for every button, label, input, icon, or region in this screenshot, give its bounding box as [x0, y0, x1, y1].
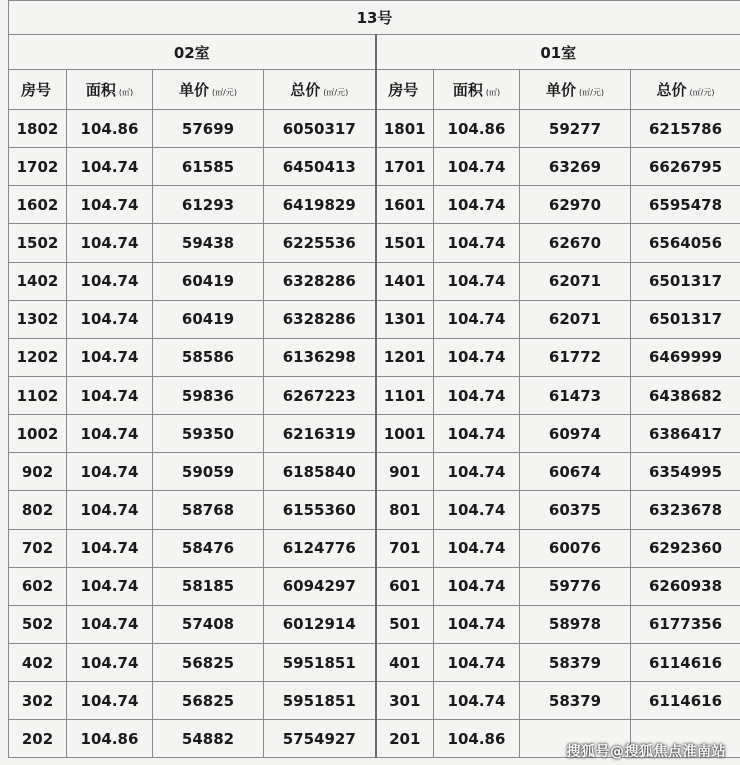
table-cell: 104.74	[67, 605, 153, 643]
table-cell: 1801	[376, 110, 434, 148]
table-cell: 60419	[153, 262, 264, 300]
column-header-label: 房号	[388, 81, 419, 99]
table-cell: 104.74	[67, 682, 153, 720]
table-cell: 104.74	[434, 415, 520, 453]
table-cell: 58768	[153, 491, 264, 529]
column-header-r-3	[631, 70, 740, 110]
table-cell: 6354995	[631, 453, 740, 491]
column-header-unit: (㎡)	[118, 88, 134, 97]
table-row	[9, 605, 740, 643]
table-row	[9, 567, 740, 605]
column-header-label: 面积	[85, 81, 116, 99]
table-cell: 1001	[376, 415, 434, 453]
table-cell: 60076	[520, 529, 631, 567]
column-header-unit: (㎡)	[485, 88, 501, 97]
table-cell: 6564056	[631, 224, 740, 262]
table-cell: 1302	[9, 300, 67, 338]
column-header-l-1	[67, 70, 153, 110]
column-header-l-3	[264, 70, 376, 110]
table-row	[9, 110, 740, 148]
table-cell: 6177356	[631, 605, 740, 643]
column-header-label: 总价	[290, 81, 321, 99]
table-cell: 1102	[9, 376, 67, 414]
column-header-r-0	[376, 70, 434, 110]
table-cell: 1301	[376, 300, 434, 338]
table-cell: 6323678	[631, 491, 740, 529]
table-cell: 6386417	[631, 415, 740, 453]
column-header-label: 单价	[179, 81, 210, 99]
room-group-row	[9, 35, 740, 70]
table-cell: 6501317	[631, 262, 740, 300]
table-cell: 1601	[376, 186, 434, 224]
table-cell: 104.74	[67, 338, 153, 376]
table-cell: 61293	[153, 186, 264, 224]
room-group-01: 01室	[376, 35, 740, 70]
table-cell: 6050317	[264, 110, 376, 148]
table-row	[9, 491, 740, 529]
table-cell: 6114616	[631, 643, 740, 681]
table-cell: 702	[9, 529, 67, 567]
table-cell: 6267223	[264, 376, 376, 414]
table-cell: 501	[376, 605, 434, 643]
table-cell: 104.74	[434, 605, 520, 643]
table-cell: 6260938	[631, 567, 740, 605]
table-cell: 59277	[520, 110, 631, 148]
table-cell: 104.86	[434, 110, 520, 148]
table-cell: 60375	[520, 491, 631, 529]
table-row	[9, 453, 740, 491]
table-cell: 1201	[376, 338, 434, 376]
table-cell: 104.74	[434, 148, 520, 186]
table-cell: 104.74	[67, 262, 153, 300]
building-title-row	[9, 1, 740, 35]
table-cell: 104.86	[434, 720, 520, 758]
table-cell: 57699	[153, 110, 264, 148]
table-cell: 1602	[9, 186, 67, 224]
table-cell: 104.74	[67, 415, 153, 453]
table-row	[9, 529, 740, 567]
table-cell: 302	[9, 682, 67, 720]
table-cell: 104.74	[434, 567, 520, 605]
column-header-r-2	[520, 70, 631, 110]
table-cell: 104.74	[434, 529, 520, 567]
table-cell: 59059	[153, 453, 264, 491]
building-title: 13号	[9, 1, 740, 35]
table-cell: 601	[376, 567, 434, 605]
table-cell: 1802	[9, 110, 67, 148]
table-cell: 57408	[153, 605, 264, 643]
table-cell: 6136298	[264, 338, 376, 376]
table-cell: 59350	[153, 415, 264, 453]
table-row	[9, 338, 740, 376]
table-cell: 6469999	[631, 338, 740, 376]
price-table	[8, 0, 740, 758]
table-cell: 104.74	[434, 682, 520, 720]
table-cell: 62670	[520, 224, 631, 262]
table-cell: 104.74	[434, 491, 520, 529]
table-cell: 61772	[520, 338, 631, 376]
table-cell: 61585	[153, 148, 264, 186]
table-cell: 6114616	[631, 682, 740, 720]
table-cell: 202	[9, 720, 67, 758]
table-cell: 58379	[520, 682, 631, 720]
column-header-unit: (㎡/元)	[579, 88, 604, 97]
column-header-label: 房号	[20, 81, 51, 99]
table-row	[9, 300, 740, 338]
table-cell: 104.74	[434, 262, 520, 300]
table-cell: 6216319	[264, 415, 376, 453]
table-cell: 6124776	[264, 529, 376, 567]
table-row	[9, 262, 740, 300]
table-cell: 6328286	[264, 262, 376, 300]
table-cell: 104.74	[434, 643, 520, 681]
table-row	[9, 186, 740, 224]
table-cell: 401	[376, 643, 434, 681]
table-cell: 104.74	[67, 453, 153, 491]
table-cell: 6501317	[631, 300, 740, 338]
table-cell: 56825	[153, 643, 264, 681]
table-cell: 104.74	[67, 567, 153, 605]
table-row	[9, 224, 740, 262]
table-row	[9, 376, 740, 414]
column-header-label: 面积	[452, 81, 483, 99]
table-cell: 6438682	[631, 376, 740, 414]
column-header-unit: (㎡/元)	[212, 88, 237, 97]
table-cell: 58476	[153, 529, 264, 567]
watermark-text: 搜狐号@搜狐焦点淮南站	[566, 744, 726, 760]
table-cell: 1501	[376, 224, 434, 262]
table-cell: 6155360	[264, 491, 376, 529]
table-cell: 5951851	[264, 643, 376, 681]
column-header-unit: (㎡/元)	[689, 88, 715, 97]
table-cell: 59438	[153, 224, 264, 262]
table-cell: 6595478	[631, 186, 740, 224]
table-cell: 5951851	[264, 682, 376, 720]
column-header-l-2	[153, 70, 264, 110]
table-cell: 301	[376, 682, 434, 720]
table-cell: 6215786	[631, 110, 740, 148]
table-cell: 104.74	[67, 186, 153, 224]
table-cell: 62970	[520, 186, 631, 224]
column-header-row	[9, 70, 740, 110]
table-cell: 6185840	[264, 453, 376, 491]
table-cell: 60974	[520, 415, 631, 453]
table-cell: 6292360	[631, 529, 740, 567]
table-cell: 1701	[376, 148, 434, 186]
table-cell: 6450413	[264, 148, 376, 186]
table-cell: 104.74	[434, 186, 520, 224]
table-cell: 60419	[153, 300, 264, 338]
table-cell: 58586	[153, 338, 264, 376]
table-row	[9, 415, 740, 453]
table-cell: 104.74	[67, 529, 153, 567]
table-cell: 54882	[153, 720, 264, 758]
table-cell: 801	[376, 491, 434, 529]
table-cell: 104.74	[67, 491, 153, 529]
table-cell: 1202	[9, 338, 67, 376]
table-cell: 104.74	[67, 643, 153, 681]
table-cell: 56825	[153, 682, 264, 720]
table-cell: 901	[376, 453, 434, 491]
table-cell: 104.74	[434, 300, 520, 338]
table-cell: 1502	[9, 224, 67, 262]
table-cell: 402	[9, 643, 67, 681]
column-header-r-1	[434, 70, 520, 110]
table-cell: 104.74	[434, 376, 520, 414]
table-cell: 6328286	[264, 300, 376, 338]
table-cell: 59776	[520, 567, 631, 605]
table-cell: 1101	[376, 376, 434, 414]
room-group-02: 02室	[9, 35, 376, 70]
table-cell: 902	[9, 453, 67, 491]
table-cell: 6094297	[264, 567, 376, 605]
table-cell: 62071	[520, 262, 631, 300]
table-cell: 6225536	[264, 224, 376, 262]
table-cell: 802	[9, 491, 67, 529]
column-header-l-0	[9, 70, 67, 110]
table-cell: 602	[9, 567, 67, 605]
table-cell: 1401	[376, 262, 434, 300]
table-cell: 59836	[153, 376, 264, 414]
table-cell: 502	[9, 605, 67, 643]
table-cell: 6419829	[264, 186, 376, 224]
table-cell: 6626795	[631, 148, 740, 186]
table-cell: 61473	[520, 376, 631, 414]
table-cell: 201	[376, 720, 434, 758]
table-cell: 104.74	[67, 300, 153, 338]
table-cell: 104.86	[67, 720, 153, 758]
column-header-label: 单价	[546, 81, 577, 99]
table-cell: 104.86	[67, 110, 153, 148]
table-cell: 58978	[520, 605, 631, 643]
table-cell: 104.74	[434, 338, 520, 376]
table-row	[9, 682, 740, 720]
table-cell: 58379	[520, 643, 631, 681]
table-cell: 62071	[520, 300, 631, 338]
table-cell: 104.74	[67, 376, 153, 414]
table-row	[9, 643, 740, 681]
table-cell: 104.74	[67, 148, 153, 186]
table-row	[9, 148, 740, 186]
column-header-unit: (㎡/元)	[323, 88, 349, 97]
table-cell: 58185	[153, 567, 264, 605]
table-cell: 63269	[520, 148, 631, 186]
table-cell: 6012914	[264, 605, 376, 643]
table-cell: 60674	[520, 453, 631, 491]
table-cell: 701	[376, 529, 434, 567]
table-cell: 5754927	[264, 720, 376, 758]
column-header-label: 总价	[656, 81, 687, 99]
table-cell: 1702	[9, 148, 67, 186]
table-cell: 1002	[9, 415, 67, 453]
table-cell: 1402	[9, 262, 67, 300]
table-cell: 104.74	[67, 224, 153, 262]
table-cell: 104.74	[434, 224, 520, 262]
table-cell: 104.74	[434, 453, 520, 491]
